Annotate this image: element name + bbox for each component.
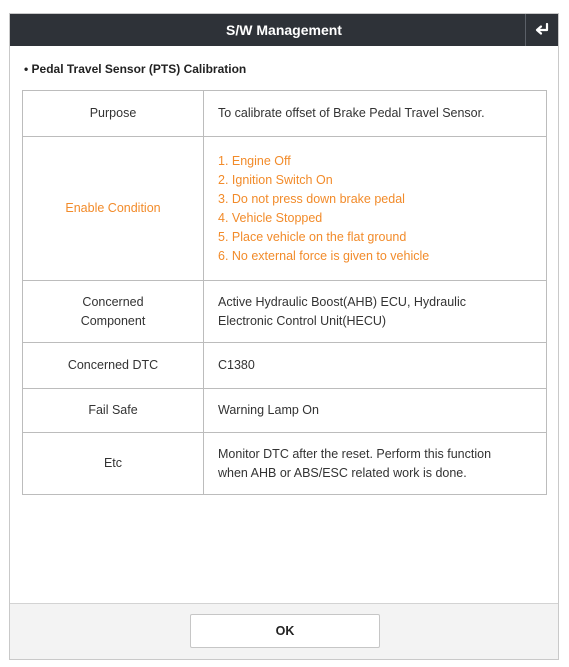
enable-condition-label: Enable Condition <box>23 137 204 281</box>
concerned-component-label-line: Concerned <box>82 294 144 309</box>
section-title: • Pedal Travel Sensor (PTS) Calibration <box>24 62 247 76</box>
dialog-title: S/W Management <box>226 22 342 38</box>
purpose-value: To calibrate offset of Brake Pedal Travel Sensor. <box>204 91 547 137</box>
fail-safe-value: Warning Lamp On <box>204 389 547 433</box>
enable-condition-item: 5. Place vehicle on the flat ground <box>218 229 407 244</box>
enable-condition-item: 4. Vehicle Stopped <box>218 210 323 225</box>
etc-value-line: when AHB or ABS/ESC related work is done. <box>218 465 467 480</box>
table-row-etc <box>23 433 547 495</box>
calibration-info-table <box>22 90 547 495</box>
purpose-label: Purpose <box>23 91 204 137</box>
enable-condition-item: 2. Ignition Switch On <box>218 172 333 187</box>
enable-condition-item: 3. Do not press down brake pedal <box>218 191 405 206</box>
etc-value-line: Monitor DTC after the reset. Perform this function <box>218 446 492 461</box>
dialog-footer <box>10 603 558 659</box>
table-row-purpose <box>23 91 547 137</box>
return-arrow-icon <box>534 23 550 37</box>
back-button[interactable] <box>525 14 558 46</box>
table-row-enable-condition <box>23 137 547 281</box>
enable-condition-item: 6. No external force is given to vehicle <box>218 248 430 263</box>
etc-label: Etc <box>23 433 204 495</box>
fail-safe-label: Fail Safe <box>23 389 204 433</box>
title-bar <box>10 14 558 46</box>
concerned-dtc-value: C1380 <box>204 343 547 389</box>
concerned-component-value <box>204 281 547 343</box>
concerned-component-label <box>23 281 204 343</box>
sw-management-dialog <box>9 13 559 660</box>
concerned-component-value-line: Active Hydraulic Boost(AHB) ECU, Hydraulic <box>218 294 466 309</box>
etc-value <box>204 433 547 495</box>
concerned-dtc-label: Concerned DTC <box>23 343 204 389</box>
concerned-component-value-line: Electronic Control Unit(HECU) <box>218 313 387 328</box>
table-row-fail-safe <box>23 389 547 433</box>
concerned-component-label-line: Component <box>80 313 146 328</box>
table-row-concerned-component <box>23 281 547 343</box>
ok-button[interactable]: OK <box>190 614 380 648</box>
enable-condition-list <box>204 137 547 281</box>
enable-condition-item: 1. Engine Off <box>218 153 291 168</box>
table-row-concerned-dtc <box>23 343 547 389</box>
